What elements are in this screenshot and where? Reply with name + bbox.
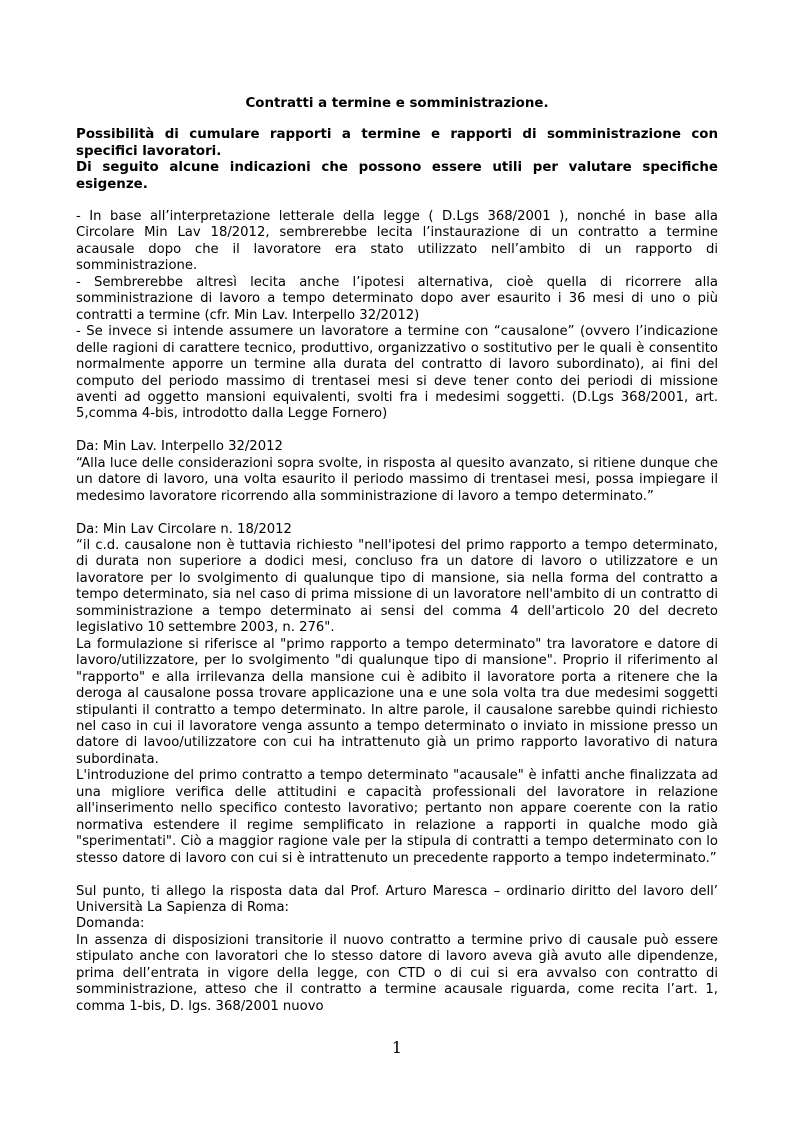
body-paragraph: Sul punto, ti allego la risposta data dal Prof. Arturo Maresca – ordinario diritto del lavoro dell’ Università La Sapienza di Roma: [76,883,718,915]
question-label: Domanda: [76,916,145,932]
quote-paragraph: La formulazione si riferisce al "primo rapporto a tempo determinato" tra lavoratore e datore di lavoro/utilizzatore, per lo svolgimento "di qualunque tipo di mansione". Proprio il riferimento al "rapporto" e alla irrilevanza della mansione cui è adibito il lavoratore porta a ritenere che la deroga al causalone possa trovare applicazione una e une sola volta tra due medesimi soggetti stipulanti il contratto a tempo determinato. In altre parole, il causalone sarebbe quindi richiesto nel caso in cui il lavoratore venga assunto a tempo determinato o inviato in missione presso un datore di lavoo/utilizzatore con cui ha intrattenuto già un primo rapporto lavorativo di natura subordinata. [76,636,718,767]
body-paragraph: In assenza di disposizioni transitorie il nuovo contratto a termine privo di causale può essere stipulato anche con lavoratori che lo stesso datore di lavoro aveva già avuto alle dipendenze, prima dell’entrata in vigore della legge, con CTD o di cui si era avvalso con contratto di somministrazione, atteso che il contratto a termine acausale riguarda, come recita l’art. 1, comma 1-bis, D. lgs. 368/2001 nuovo [76,932,718,1014]
document-title: Contratti a termine e somministrazione. [245,96,549,111]
intro-paragraph: Di seguito alcune indicazioni che possono essere utili per valutare specifiche esigenze. [76,160,718,192]
body-paragraph: - Se invece si intende assumere un lavoratore a termine con “causalone” (ovvero l’indicazione delle ragioni di carattere tecnico, produttivo, organizzativo o sostitutivo per le quali è consentito normalmente apporre un termine alla durata del contratto di lavoro subordinato), ai fini del computo del periodo massimo di trentasei mesi si deve tener conto dei periodi di missione aventi ad oggetto mansioni equivalenti, svolti fra i medesimi soggetti. (D.Lgs 368/2001, art. 5,comma 4-bis, introdotto dalla Legge Fornero) [76,324,718,422]
quote-paragraph: “il c.d. causalone non è tuttavia richiesto "nell'ipotesi del primo rapporto a tempo determinato, di durata non superiore a dodici mesi, concluso fra un datore di lavoro o utilizzatore e un lavoratore per lo svolgimento di qualunque tipo di mansione, sia nella forma del contratto a tempo determinato, sia nel caso di prima missione di un lavoratore nell'ambito di un contratto di somministrazione a tempo determinato ai sensi del comma 4 dell'articolo 20 del decreto legislativo 10 settembre 2003, n. 276". [76,538,718,636]
body-paragraph: - In base all’interpretazione letterale della legge ( D.Lgs 368/2001 ), nonché in base alla Circolare Min Lav 18/2012, sembrerebbe lecita l’instaurazione di un contratto a termine acausale dopo che il lavoratore era stato utilizzato nell’ambito di un rapporto di somministrazione. [76,209,718,274]
body-paragraph: - Sembrerebbe altresì lecita anche l’ipotesi alternativa, cioè quella di ricorrere alla somministrazione di lavoro a tempo determinato dopo aver esaurito i 36 mesi di uno o più contratti a termine (cfr. Min Lav. Interpello 32/2012) [76,274,718,323]
page-number: 1 [391,1038,403,1057]
quote-paragraph: L'introduzione del primo contratto a tempo determinato "acausale" è infatti anche finalizzata ad una migliore verifica delle attitudini e capacità professionali del lavoratore in relazione all'inserimento nello specifico contesto lavorativo; pertanto non appare coerente con la ratio normativa estendere il regime semplificato in relazione a rapporti in qualche modo già "sperimentati". Ciò a maggior ragione vale per la stipula di contratti a tempo determinato con lo stesso datore di lavoro con cui si è intrattenuto un precedente rapporto a tempo indeterminato.” [76,768,718,866]
intro-paragraph: Possibilità di cumulare rapporti a termine e rapporti di somministrazione con specifici lavoratori. [76,127,718,159]
paragraph-spacer [76,423,718,439]
intro-block [76,127,718,193]
paragraph-spacer [76,505,718,521]
document-body [76,209,718,1015]
paragraph-spacer [76,867,718,883]
source-heading: Da: Min Lav. Interpello 32/2012 [76,439,283,455]
quote-paragraph: “Alla luce delle considerazioni sopra svolte, in risposta al quesito avanzato, si ritiene dunque che un datore di lavoro, una volta esaurito il periodo massimo di trentasei mesi, possa impiegare il medesimo lavoratore ricorrendo alla somministrazione di lavoro a tempo determinato.” [76,455,718,504]
source-heading: Da: Min Lav Circolare n. 18/2012 [76,521,292,537]
